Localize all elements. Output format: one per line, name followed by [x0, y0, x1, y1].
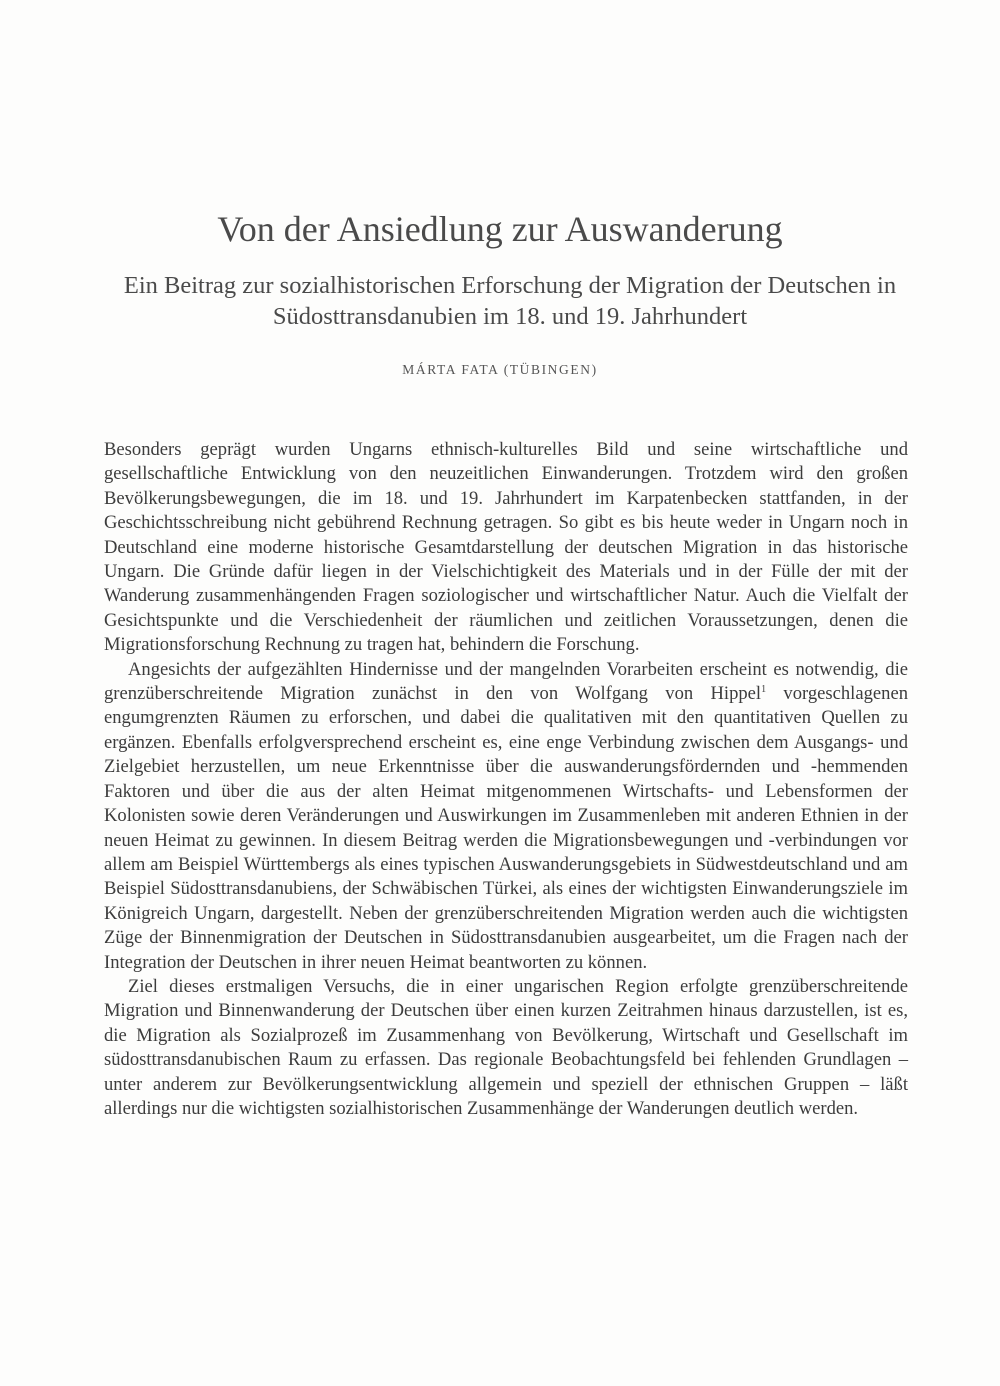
paragraph-text: vorgeschlagenen engumgrenzten Räumen zu erforschen, und dabei die qualitativen mit den quantitativen Quellen zu ergänzen. Ebenfalls erfolgversprechend erscheint es, eine enge Verbindung zwischen dem Ausgangs- und Zielgebiet herzustellen, um neue Erkenntnisse über die auswanderungsfördernden und -hemmenden Faktoren und über die aus der alten Heimat mitgenommenen Wirtschafts- und Lebensformen der Kolonisten sowie deren Veränderungen und Auswirkungen im Zusammenleben mit anderen Ethnien in der neuen Heimat zu gewinnen. In diesem Beitrag werden die Migrationsbewegungen und -verbindungen vor allem am Beispiel Württembergs als eines typischen Auswanderungsgebiets in Südwestdeutschland und am Beispiel Südosttransdanubiens, der Schwäbischen Türkei, als eines der wichtigsten Einwanderungsziele im Königreich Ungarn, dargestellt. Neben der grenzüberschreitenden Migration werden auch die wichtigsten Züge der Binnenmigration der Deutschen in Südosttransdanubien ausgearbeitet, um die Fragen nach der Integration der Deutschen in ihrer neuen Heimat beantworten zu können.	[104, 683, 909, 973]
article-title: Von der Ansiedlung zur Auswanderung	[217, 209, 783, 249]
paragraph-text: Angesichts der aufgezählten Hindernisse und der mangelnden Vorarbeiten erscheint es notwendig, die grenzüberschreitende Migration zunächst in den von Wolfgang von Hippel	[104, 658, 908, 705]
body-paragraph-3	[104, 975, 908, 1121]
body-paragraph-1	[104, 438, 908, 658]
article-body	[104, 438, 908, 1121]
author-line: MÁRTA FATA (TÜBINGEN)	[402, 362, 598, 377]
paragraph-text: Besonders geprägt wurden Ungarns ethnisch-kulturelles Bild und seine wirtschaftliche und gesellschaftliche Entwicklung von den neuzeitlichen Einwanderungen. Trotzdem wird den großen Bevölkerungsbewegungen, die im 18. und 19. Jahrhundert im Karpatenbecken stattfanden, in der Geschichtsschreibung nicht gebührend Rechnung getragen. So gibt es bis heute weder in Ungarn noch in Deutschland eine moderne historische Gesamtdarstellung der deutschen Migration in das historische Ungarn. Die Gründe dafür liegen in der Vielschichtigkeit des Materials und in der Fülle der mit der Wanderung zusammenhängenden Fragen soziologischer und wirtschaftlicher Natur. Auch die Vielfalt der Gesichtspunkte und die Verschiedenheit der räumlichen und zeitlichen Voraussetzungen, denen die Migrationsforschung Rechnung zu tragen hat, behindern die Forschung.	[104, 439, 908, 656]
footnote-marker: 1	[761, 683, 767, 695]
body-paragraph-2	[104, 658, 908, 975]
article-subtitle: Ein Beitrag zur sozialhistorischen Erforschung der Migration der Deutschen in Südosttransdanubien im 18. und 19. Jahrhundert	[123, 272, 897, 330]
paragraph-text: Ziel dieses erstmaligen Versuchs, die in einer ungarischen Region erfolgte grenzüberschreitende Migration und Binnenwanderung der Deutschen über einen kurzen Zeitrahmen hinaus darzustellen, ist es, die Migration als Sozialprozeß im Zusammenhang von Bevölkerung, Wirtschaft und Gesellschaft im südosttransdanubischen Raum zu erfassen. Das regionale Beobachtungsfeld bei fehlenden Grundlagen – unter anderem zur Bevölkerungsentwicklung allgemein und speziell der ethnischen Gruppen – läßt allerdings nur die wichtigsten sozialhistorischen Zusammenhänge der Wanderungen deutlich werden.	[104, 975, 908, 1119]
